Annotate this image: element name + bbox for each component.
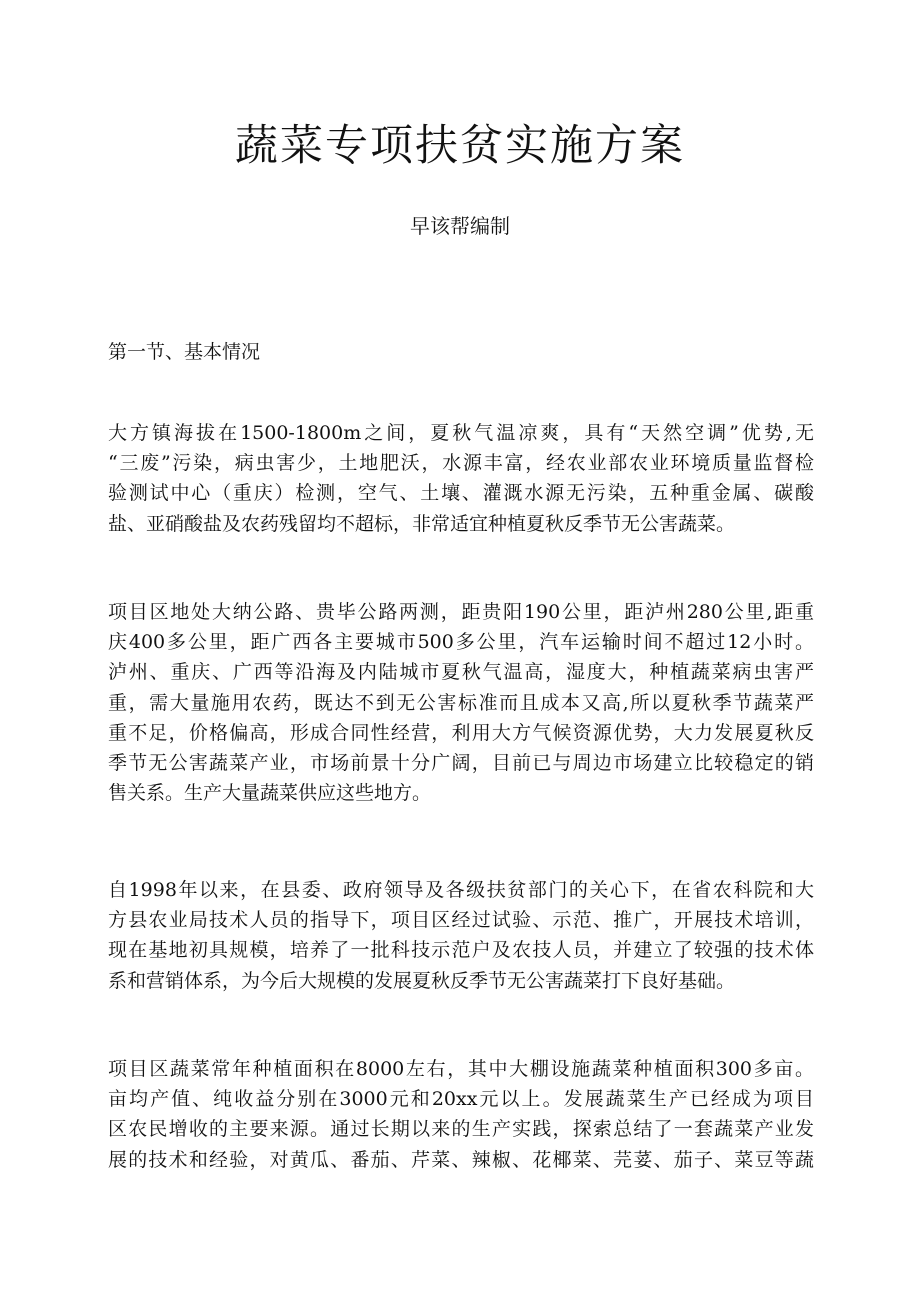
document-title: 蔬菜专项扶贫实施方案 [235, 121, 685, 171]
paragraph-line: 系和营销体系，为今后大规模的发展夏秋反季节无公害蔬菜打下良好基础。 [108, 969, 736, 992]
section-heading: 第一节、基本情况 [108, 341, 261, 363]
paragraph-4 [108, 1054, 814, 1175]
paragraph-line: 重，需大量施用农药，既达不到无公害标准而且成本又高,所以夏秋季节蔬菜严 [108, 691, 814, 714]
paragraph-line: 项目区蔬菜常年种植面积在8000左右，其中大棚设施蔬菜种植面积300多亩。 [108, 1058, 814, 1080]
paragraph-1 [108, 418, 814, 539]
paragraph-line: 泸州、重庆、广西等沿海及内陆城市夏秋气温高，湿度大，种植蔬菜病虫害严 [108, 661, 814, 684]
paragraph-line: 季节无公害蔬菜产业，市场前景十分广阔，目前已与周边市场建立比较稳定的销 [108, 751, 814, 774]
paragraph-line: 项目区地处大纳公路、贵毕公路两测，距贵阳190公里，距泸州280公里,距重 [108, 601, 814, 623]
document-subtitle: 早该帮编制 [410, 214, 510, 238]
paragraph-line: 展的技术和经验，对黄瓜、番茄、芹菜、辣椒、花椰菜、芫荽、茄子、菜豆等蔬 [108, 1148, 814, 1171]
paragraph-line: 现在基地初具规模，培养了一批科技示范户及农技人员，并建立了较强的技术体 [108, 939, 814, 962]
paragraph-line: 重不足，价格偏高，形成合同性经营，利用大方气候资源优势，大力发展夏秋反 [108, 721, 814, 744]
paragraph-line: 验测试中心（重庆）检测，空气、土壤、灌溉水源无污染，五种重金属、碳酸 [108, 482, 814, 505]
paragraph-line: 盐、亚硝酸盐及农药残留均不超标，非常适宜种植夏秋反季节无公害蔬菜。 [108, 512, 736, 535]
paragraph-line: 大方镇海拔在1500-1800m之间，夏秋气温凉爽，具有“天然空调”优势,无 [108, 422, 814, 444]
paragraph-3 [108, 875, 814, 996]
paragraph-line: 自1998年以来，在县委、政府领导及各级扶贫部门的关心下，在省农科院和大 [108, 879, 814, 901]
paragraph-line: “三废”污染，病虫害少，土地肥沃，水源丰富，经农业部农业环境质量监督检 [108, 452, 814, 475]
paragraph-line: 方县农业局技术人员的指导下，项目区经过试验、示范、推广，开展技术培训， [108, 909, 814, 932]
paragraph-line: 庆400多公里，距广西各主要城市500多公里，汽车运输时间不超过12小时。 [108, 631, 814, 654]
paragraph-line: 售关系。生产大量蔬菜供应这些地方。 [108, 782, 432, 805]
paragraph-2 [108, 597, 814, 808]
paragraph-line: 亩均产值、纯收益分别在3000元和20xx元以上。发展蔬菜生产已经成为项目 [108, 1088, 814, 1111]
paragraph-line: 区农民增收的主要来源。通过长期以来的生产实践，探索总结了一套蔬菜产业发 [108, 1118, 814, 1141]
